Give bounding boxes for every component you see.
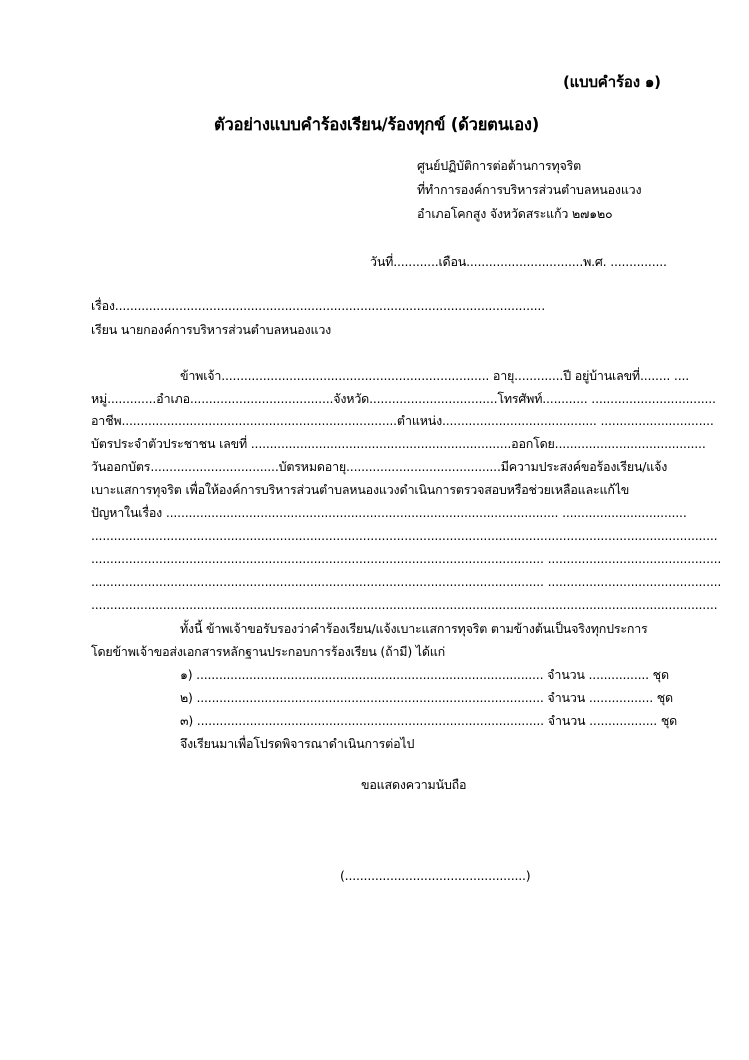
body-line-3: อาชีพ.........................................................................ตำแหน่ง......................................... .............................. [91, 413, 714, 428]
form-number: (แบบคำร้อง ๑) [563, 73, 661, 91]
body-line-10: ........................................................................................................................ .............................................. [91, 574, 722, 589]
certify-line-2: โดยข้าพเจ้าขอส่งเอกสารหลักฐานประกอบการร้องเรียน (ถ้ามี) ได้แก่ [91, 644, 446, 659]
body-line-8: ...................................................................................................................................................................... [91, 528, 718, 543]
attachment-item-3: ๓) ............................................................................................ จำนวน .................. ชุด [180, 713, 678, 728]
address-line-1: ศูนย์ปฏิบัติการต่อต้านการทุจริต [417, 158, 582, 173]
body-line-1: ข้าพเจ้า....................................................................... อายุ.............ปี อยู่บ้านเลขที่........ .... [180, 368, 690, 383]
body-line-4: บัตรประจำตัวประชาชน เลขที่ .....................................................................ออกโดย........................................ [91, 436, 706, 451]
signature-line: (................................................) [340, 868, 531, 883]
address-line-2: ที่ทำการองค์การบริหารส่วนตำบลหนองแวง [417, 182, 642, 197]
regards: ขอแสดงความนับถือ [361, 777, 467, 792]
subject-line: เรื่อง.................................................................................................................. [91, 298, 545, 313]
form-title: ตัวอย่างแบบคำร้องเรียน/ร้องทุกข์ (ด้วยตนเอง) [214, 115, 540, 134]
body-line-2: หมู่.............อำเภอ......................................จังหวัด..................................โทรศัพท์............ ................................. [91, 391, 716, 406]
addressee-line: เรียน นายกองค์การบริหารส่วนตำบลหนองแวง [91, 322, 332, 337]
attachment-item-1: ๑) ............................................................................................ จำนวน ................ ชุด [180, 667, 669, 682]
attachment-item-2: ๒) ............................................................................................ จำนวน ................. ชุด [180, 690, 673, 705]
body-line-5: วันออกบัตร..................................บัตรหมดอายุ.........................................มีความประสงค์ขอร้องเรียน/แจ้ง [91, 459, 668, 474]
closing-request: จึงเรียนมาเพื่อโปรดพิจารณาดำเนินการต่อไป [180, 736, 415, 751]
body-line-6: เบาะแสการทุจริต เพื่อให้องค์การบริหารส่วนตำบลหนองแวงดำเนินการตรวจสอบหรือช่วยเหลือและแก้ไข [91, 482, 630, 497]
body-line-9: ........................................................................................................................ .............................................. [91, 551, 722, 566]
certify-line-1: ทั้งนี้ ข้าพเจ้าขอรับรองว่าคำร้องเรียน/แจ้งเบาะแสการทุจริต ตามข้างต้นเป็นจริงทุกประการ [180, 621, 648, 636]
date-line: วันที่............เดือน...............................พ.ศ. ............... [370, 254, 667, 269]
body-line-7: ปัญหาในเรื่อง ........................................................................................................ ................................. [91, 505, 687, 520]
body-line-11: ...................................................................................................................................................................... [91, 597, 718, 612]
address-line-3: อำเภอโคกสูง จังหวัดสระแก้ว ๒๗๑๒๐ [417, 206, 613, 221]
